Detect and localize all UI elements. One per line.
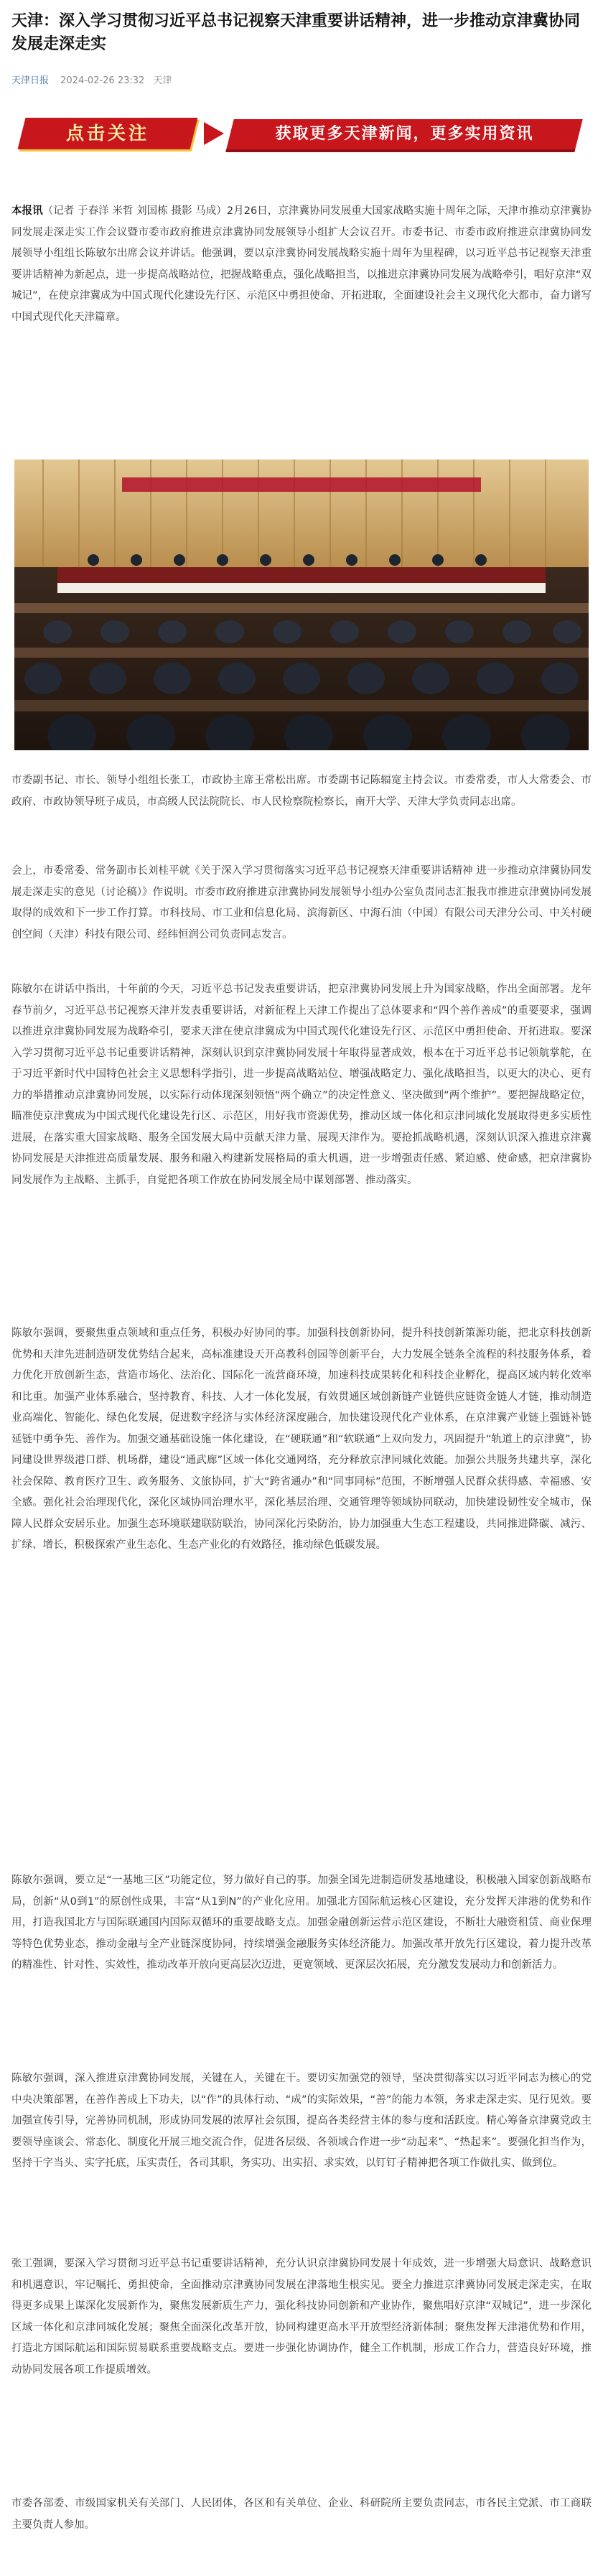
paragraph-2: 市委副书记、市长、领导小组组长张工，市政协主席王常松出席。市委副书记陈辐宽主持会议。市委常委，市人大常委会、市政府、市政协领导班子成员，市高级人民法院院长、市人民检察院检察长，南开大学、天津大学负责同志出席。 xyxy=(11,775,592,808)
paragraph-4: 陈敏尔在讲话中指出，十年前的今天，习近平总书记发表重要讲话，把京津冀协同发展上升为国家战略，作出全面部署。龙年春节前夕，习近平总书记视察天津并发表重要讲话，对新征程上天津工作提出了总体要求和“四个善作善成”的重要要求，强调以推进京津冀协同发展为战略牵引，要求天津在使京津冀成为中国式现代化建设先行区、示范区中勇担使命、开拓进取。要深入学习贯彻习近平总书记重要讲话精神，深刻认识到京津冀协同发展十年取得显著成效，根本在于习近平总书记领航掌舵，在于习近平新时代中国特色社会主义思想科学指引，进一步提高战略站位、增强战略定力、强化战略担当，以更大的决心、更有力的举措推动京津冀协同发展，以实际行动体现深刻领悟“两个确立”的决定性意义、坚决做到“两个维护”。要把握战略定位，瞄准使京津冀成为中国式现代化建设先行区、示范区，用好我市资源优势，推动区域一体化和京津同城化发展取得更多实质性进展，在落实重大国家战略、服务全国发展大局中贡献天津力量、展现天津作为。要抢抓战略机遇，深刻认识深入推进京津冀协同发展是天津推进高质量发展、服务和融入构建新发展格局的重大机遇，进一步增强责任感、紧迫感、使命感，把京津冀协同发展作为主战略、主抓手，自觉把各项工作放在协同发展全局中谋划部署、推动落实。 xyxy=(11,984,592,1186)
article-source-link[interactable]: 天津日报 xyxy=(11,75,50,86)
follow-banner[interactable] xyxy=(22,113,581,157)
meeting-photo xyxy=(14,459,589,750)
promo-strip[interactable] xyxy=(225,119,582,152)
paragraph-6: 陈敏尔强调，要立足“一基地三区”功能定位，努力做好自己的事。加强全国先进制造研发基地建设，积极融入国家创新战略布局，创新“从0到1”的原创性成果，丰富“从1到N”的产业化应用。加强北方国际航运核心区建设，充分发挥天津港的优势和作用，打造我国北方与国际联通国内国际双循环的重要战略支点。加强金融创新运营示范区建设，不断壮大融资租赁、商业保理等特色优势业态，推动金融与全产业链深度协同，持续增强金融服务实体经济能力。加强改革开放先行区建设，着力提升改革的精准性、针对性、实效性，推动改革开放向更高层次迈进，更宽领域、更深层次拓展，充分激发发展动力和创新活力。 xyxy=(11,1875,592,1971)
follow-badge[interactable] xyxy=(18,118,198,149)
paragraph-9: 市委各部委、市级国家机关有关部门、人民团体，各区和有关单位、企业、科研院所主要负责同志，市各民主党派、市工商联主要负责人参加。 xyxy=(11,2498,592,2531)
paragraph-3: 会上，市委常委、常务副市长刘桂平就《关于深入学习贯彻落实习近平总书记视察天津重要讲话精神 进一步推动京津冀协同发展走深走实的意见（讨论稿）》作说明。市委市政府推进京津冀协同发展领导小组办公室负责同志汇报我市推进京津冀协同发展取得的成效和下一步工作打算。市科技局、市工业和信息化局、滨海新区、中海石油（中国）有限公司天津分公司、中关村硬创空间（天津）科技有限公司、经纬恒润公司负责同志发言。 xyxy=(11,865,592,941)
paragraph-1-text: （记者 于春洋 米哲 刘国栋 摄影 马成）2月26日，京津冀协同发展重大国家战略实施十周年之际，天津市推动京津冀协同发展走深走实工作会议暨市委市政府推进京津冀协同发展领导小组扩大会议召开。市委书记、市委市政府推进京津冀协同发展领导小组组长陈敏尔出席会议并讲话。他强调，要以京津冀协同发展战略实施十周年为里程碑，以习近平总书记视察天津重要讲话精神为新起点，进一步提高战略站位，把握战略重点，强化战略担当，以推进京津冀协同发展为战略牵引，唱好京津“双城记”，在使京津冀成为中国式现代化建设先行区、示范区中勇担使命、开拓进取，全面建设社会主义现代化大都市，奋力谱写中国式现代化天津篇章。 xyxy=(11,205,592,323)
arrow-right-icon xyxy=(204,122,224,145)
lead-label: 本报讯 xyxy=(11,205,43,217)
article-datetime: 2024-02-26 23:32 xyxy=(60,75,145,86)
paragraph-8: 张工强调，要深入学习贯彻习近平总书记重要讲话精神，充分认识京津冀协同发展十年成效，进一步增强大局意识、战略意识和机遇意识，牢记嘱托、勇担使命，全面推动京津冀协同发展在津落地生根实见。要全力推进京津冀协同发展走深走实，在取得更多成果上谋深化发展新作为，聚焦发展新质生产力，强化科技协同创新和产业协作，聚焦唱好京津“双城记”，进一步深化区域一体化和京津同城化发展；聚焦全面深化改革开放，协同构建更高水平开放型经济新体制；聚焦发挥天津港优势和作用，打造北方国际航运和国际贸易联系重要战略支点。要进一步强化协调协作，健全工作机制，形成工作合力，营造良好环境，推动协同发展各项工作提质增效。 xyxy=(11,2258,592,2376)
paragraph-5: 陈敏尔强调，要聚焦重点领域和重点任务，积极办好协同的事。加强科技创新协同，提升科技创新策源功能，把北京科技创新优势和天津先进制造研发优势结合起来，高标准建设天开高教科创园等创新平台，大力发展全链条全流程的科技服务体系，着力优化开放创新生态，营造市场化、法治化、国际化一流营商环境，加速科技成果转化和科技企业孵化，提高区域内转化效率和比重。加强产业体系融合，坚持教育、科技、人才一体化发展，有效贯通区域创新链产业链供应链资金链人才链，推动制造业高端化、智能化、绿色化发展，促进数字经济与实体经济深度融合，加快建设现代化产业体系，在京津冀产业链上强链补链延链中勇争先、善作为。加强交通基础设施一体化建设，在“硬联通”和“软联通”上双向发力，巩固提升“轨道上的京津冀”，协同建设世界级港口群、机场群，建设“通武廊”区域一体化交通网络，充分释放京津同城化效能。加强公共服务共建共享，深化社会保障、教育医疗卫生、政务服务、文旅协同，扩大“跨省通办”和“同事同标”范围，不断增强人民群众获得感、幸福感、安全感。强化社会治理现代化，深化区域协同治理水平，深化基层治理、交通管理等领域协同联动，加快建设韧性安全城市，保障人民群众安居乐业。加强生态环境联建联防联治，协同深化污染防治，协力加强重大生态工程建设，共同推进降碳、减污、扩绿、增长，积极探索产业生态化、生态产业化的有效路径，推动绿色低碳发展。 xyxy=(11,1327,592,1551)
paragraph-7: 陈敏尔强调，深入推进京津冀协同发展，关键在人，关键在干。要切实加强党的领导，坚决贯彻落实以习近平同志为核心的党中央决策部署，在善作善成上下功夫，以“作”的具体行动、“成”的实际效果，“善”的能力本领，务求走深走实、见行见效。要加强宣传引导，完善协同机制，形成协同发展的浓厚社会氛围，提高各类经营主体的参与度和活跃度。精心筹备京津冀党政主要领导座谈会、常态化、制度化开展三地交流合作，促进各层级、各领域合作进一步“动起来”、“热起来”。要强化担当作为，坚持干字当头、实字托底，压实责任，各司其职，务实功、出实招、求实效，以钉钉子精神把各项工作做扎实、做到位。 xyxy=(11,2073,592,2169)
article-meta xyxy=(11,75,172,88)
promo-strip-label: 获取更多天津新闻，更多实用资讯 xyxy=(275,125,534,143)
follow-badge-label: 点击关注 xyxy=(65,123,149,144)
paragraph-lead xyxy=(11,201,592,328)
article-title: 天津：深入学习贯彻习近平总书记视察天津重要讲话精神，进一步推动京津冀协同发展走深走实 xyxy=(11,12,581,53)
article-location: 天津 xyxy=(153,75,172,86)
